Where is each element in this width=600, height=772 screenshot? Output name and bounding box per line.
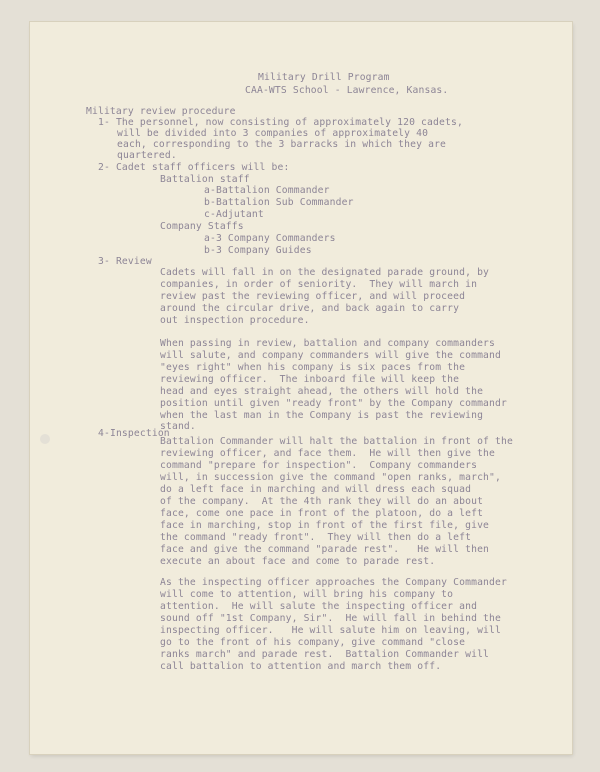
inspection-para2-line: call battalion to attention and march them off. — [160, 661, 442, 672]
review-para2-line: "eyes right" when his company is six paces from the — [160, 362, 466, 373]
inspection-para1-line: command "prepare for inspection". Company commanders — [160, 460, 478, 471]
inspection-para2-line: attention. He will salute the inspecting officer and — [160, 601, 478, 612]
review-para2-line: head and eyes straight ahead, the others will hold the — [160, 386, 484, 397]
inspection-para1-line: reviewing officer, and face them. He will then give the — [160, 448, 496, 459]
inspection-para2-line: inspecting officer. He will salute him on leaving, will — [160, 625, 501, 636]
inspection-para1-line: execute an about face and come to parade rest. — [160, 556, 436, 567]
review-para1-line: Cadets will fall in on the designated parade ground, by — [160, 267, 490, 278]
battalion-staff-item: a-Battalion Commander — [204, 185, 330, 196]
inspection-para2-line: go to the front of his company, give command "close — [160, 637, 466, 648]
review-para2-line: When passing in review, battalion and company commanders — [160, 338, 496, 349]
inspection-para1-line: the command "ready front". They will then do a left — [160, 532, 472, 543]
review-para2-line: stand. — [160, 421, 196, 432]
inspection-para1-line: Battalion Commander will halt the battalion in front of the — [160, 436, 513, 447]
inspection-para2-line: ranks march" and parade rest. Battalion Commander will — [160, 649, 490, 660]
inspection-para1-line: of the company. At the 4th rank they will do an about — [160, 496, 484, 507]
company-staff-label: Company Staffs — [160, 221, 244, 232]
review-para2-line: when the last man in the Company is past the reviewing — [160, 410, 484, 421]
inspection-para1-line: face, come one pace in front of the platoon, do a left — [160, 508, 484, 519]
item3-label: 3- Review — [98, 256, 152, 267]
inspection-para1-line: will, in succession give the command "open ranks, march", — [160, 472, 501, 483]
battalion-staff-item: c-Adjutant — [204, 209, 264, 220]
review-para1-line: out inspection procedure. — [160, 315, 310, 326]
company-staff-item: a-3 Company Commanders — [204, 233, 336, 244]
review-para1-line: around the circular drive, and back again to carry — [160, 303, 460, 314]
inspection-para2-line: As the inspecting officer approaches the Company Commander — [160, 577, 507, 588]
inspection-para1-line: face and give the command "parade rest". He will then — [160, 544, 490, 555]
punch-hole — [40, 434, 50, 444]
item1-line: will be divided into 3 companies of approximately 40 — [117, 128, 429, 139]
item1-line: 1- The personnel, now consisting of approximately 120 cadets, — [98, 117, 463, 128]
review-para2-line: reviewing officer. The inboard file will keep the — [160, 374, 460, 385]
section-heading: Military review procedure — [86, 106, 236, 117]
item2-lead: 2- Cadet staff officers will be: — [98, 162, 290, 173]
inspection-para1-line: do a left face in marching and will dress each squad — [160, 484, 472, 495]
document-title: Military Drill Program — [258, 72, 390, 83]
battalion-staff-label: Battalion staff — [160, 174, 250, 185]
battalion-staff-item: b-Battalion Sub Commander — [204, 197, 354, 208]
review-para1-line: companies, in order of seniority. They will march in — [160, 279, 478, 290]
inspection-para1-line: face in marching, stop in front of the first file, give — [160, 520, 490, 531]
item4-label: 4-Inspection — [98, 428, 170, 439]
company-staff-item: b-3 Company Guides — [204, 245, 312, 256]
review-para1-line: review past the reviewing officer, and will proceed — [160, 291, 466, 302]
inspection-para2-line: will come to attention, will bring his company to — [160, 589, 454, 600]
inspection-para2-line: sound off "1st Company, Sir". He will fall in behind the — [160, 613, 501, 624]
item1-line: each, corresponding to the 3 barracks in which they are — [117, 139, 447, 150]
item1-line: quartered. — [117, 150, 177, 161]
review-para2-line: position until given "ready front" by the Company commandr — [160, 398, 507, 409]
document-subtitle: CAA-WTS School - Lawrence, Kansas. — [245, 85, 449, 96]
review-para2-line: will salute, and company commanders will give the command — [160, 350, 501, 361]
